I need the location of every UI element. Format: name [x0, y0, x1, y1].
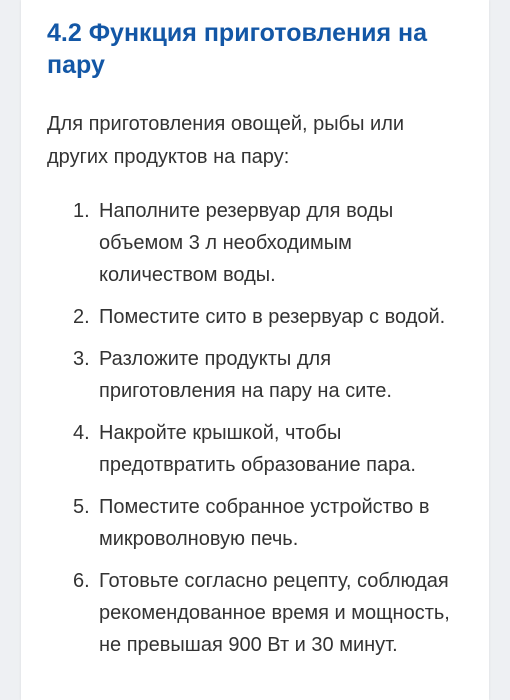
step-text: Наполните резервуар для воды объемом 3 л необходимым количеством воды. [99, 200, 394, 286]
step-item-1 [73, 195, 473, 291]
step-number: 2. [73, 306, 90, 328]
step-number: 4. [73, 422, 90, 444]
step-item-5 [73, 491, 473, 555]
step-text: Поместите собранное устройство в микроволновую печь. [99, 496, 430, 550]
step-text: Поместите сито в резервуар с водой. [99, 306, 446, 328]
steps-list [73, 195, 473, 671]
step-number: 5. [73, 496, 90, 518]
step-item-6 [73, 565, 473, 661]
step-text: Накройте крышкой, чтобы предотвратить образование пара. [99, 422, 416, 476]
step-text: Готовьте согласно рецепту, соблюдая рекомендованное время и мощность, не превышая 900 Вт и 30 минут. [99, 570, 450, 656]
step-item-3 [73, 343, 473, 407]
step-number: 1. [73, 200, 90, 222]
step-number: 3. [73, 348, 90, 370]
content-card [21, 0, 489, 700]
step-text: Разложите продукты для приготовления на пару на сите. [99, 348, 392, 402]
step-item-4 [73, 417, 473, 481]
intro-text: Для приготовления овощей, рыбы или других продуктов на пару: [47, 113, 405, 168]
section-title: 4.2 Функция приготовления на пару [47, 19, 427, 79]
step-number: 6. [73, 570, 90, 592]
step-item-2 [73, 301, 473, 333]
